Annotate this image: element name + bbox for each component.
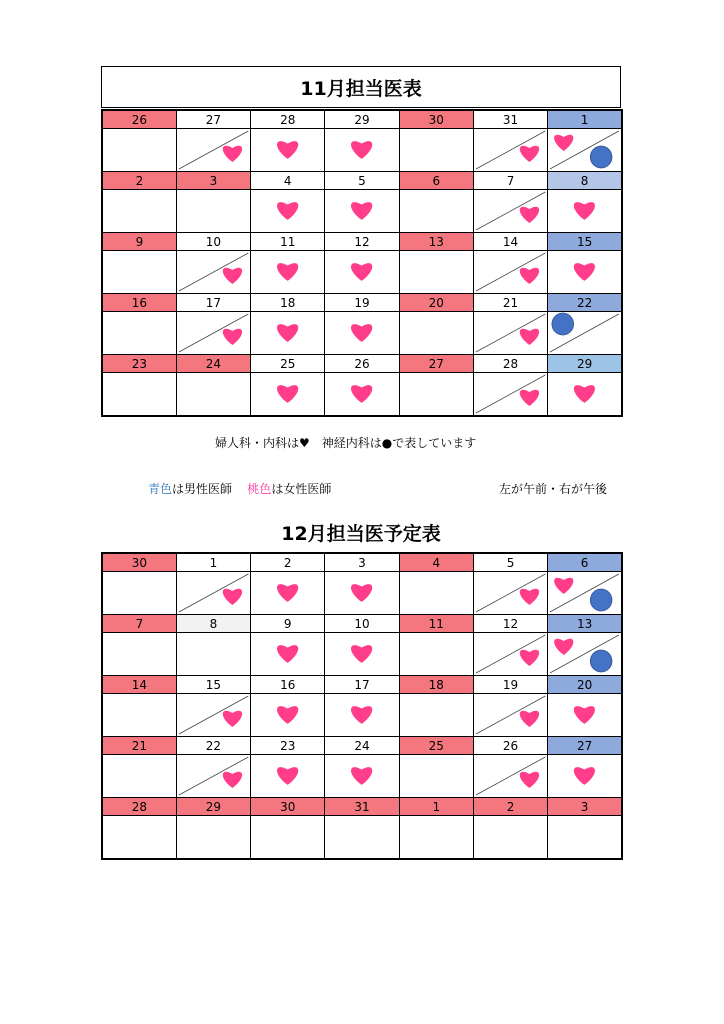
circle-icon xyxy=(590,589,612,611)
schedule-cell xyxy=(102,633,176,676)
heart-icon xyxy=(223,589,242,605)
cell-graphic xyxy=(474,312,547,354)
legend-symbols: 婦人科・内科は♥ 神経内科は●で表しています xyxy=(215,436,477,450)
date-cell: 22 xyxy=(548,294,622,312)
schedule-cell xyxy=(251,755,325,798)
date-cell: 24 xyxy=(325,737,399,755)
date-row xyxy=(102,355,622,373)
heart-icon xyxy=(351,202,372,220)
circle-icon xyxy=(590,146,612,168)
blue-label: 青色 xyxy=(148,482,173,496)
date-cell: 7 xyxy=(473,172,547,190)
date-cell: 18 xyxy=(399,676,473,694)
schedule-cell xyxy=(399,694,473,737)
date-cell: 1 xyxy=(548,110,622,129)
schedule-row xyxy=(102,755,622,798)
date-cell: 12 xyxy=(473,615,547,633)
schedule-cell xyxy=(399,373,473,417)
heart-icon xyxy=(223,146,242,162)
schedule-cell xyxy=(102,312,176,355)
schedule-cell xyxy=(399,816,473,860)
cell-graphic xyxy=(177,694,250,736)
schedule-cell xyxy=(548,572,622,615)
schedule-cell xyxy=(102,251,176,294)
heart-icon xyxy=(554,135,573,151)
blue-rest: は男性医師 xyxy=(172,482,233,496)
schedule-row xyxy=(102,129,622,172)
schedule-cell xyxy=(473,190,547,233)
date-cell: 31 xyxy=(473,110,547,129)
schedule-cell xyxy=(548,755,622,798)
cell-graphic xyxy=(177,572,250,614)
schedule-cell xyxy=(548,129,622,172)
date-cell: 11 xyxy=(251,233,325,251)
schedule-cell xyxy=(102,190,176,233)
schedule-row xyxy=(102,572,622,615)
date-cell: 29 xyxy=(325,110,399,129)
heart-icon xyxy=(351,645,372,663)
cell-graphic xyxy=(474,373,547,415)
schedule-cell xyxy=(251,251,325,294)
schedule-cell xyxy=(176,816,250,860)
schedule-cell xyxy=(325,129,399,172)
date-cell: 5 xyxy=(325,172,399,190)
schedule-cell xyxy=(325,694,399,737)
cell-graphic xyxy=(325,572,398,614)
date-cell: 29 xyxy=(176,798,250,816)
date-row xyxy=(102,798,622,816)
cell-graphic xyxy=(251,755,324,797)
heart-icon xyxy=(277,767,298,785)
date-cell: 15 xyxy=(548,233,622,251)
schedule-cell xyxy=(251,190,325,233)
date-cell: 3 xyxy=(548,798,622,816)
schedule-cell xyxy=(473,373,547,417)
cell-graphic xyxy=(325,373,398,415)
schedule-cell xyxy=(102,816,176,860)
cell-graphic xyxy=(548,190,621,232)
heart-icon xyxy=(277,584,298,602)
date-cell: 15 xyxy=(176,676,250,694)
schedule-row xyxy=(102,633,622,676)
cell-graphic xyxy=(474,190,547,232)
schedule-cell xyxy=(548,312,622,355)
schedule-cell xyxy=(399,129,473,172)
schedule-cell xyxy=(251,633,325,676)
cell-graphic xyxy=(251,190,324,232)
schedule-cell xyxy=(473,816,547,860)
heart-icon xyxy=(351,141,372,159)
legend-colors xyxy=(148,480,331,497)
date-row xyxy=(102,615,622,633)
schedule-cell xyxy=(473,755,547,798)
date-cell: 10 xyxy=(325,615,399,633)
date-cell: 4 xyxy=(399,553,473,572)
cell-graphic xyxy=(177,251,250,293)
schedule-cell xyxy=(325,633,399,676)
schedule-cell xyxy=(473,312,547,355)
cell-graphic xyxy=(177,312,250,354)
schedule-cell xyxy=(399,572,473,615)
heart-icon xyxy=(520,772,539,788)
cell-graphic xyxy=(548,373,621,415)
schedule-cell xyxy=(399,755,473,798)
date-cell: 14 xyxy=(102,676,176,694)
date-cell: 13 xyxy=(548,615,622,633)
schedule-row xyxy=(102,816,622,860)
date-row xyxy=(102,110,622,129)
date-cell: 1 xyxy=(399,798,473,816)
heart-icon xyxy=(520,589,539,605)
date-cell: 2 xyxy=(251,553,325,572)
date-cell: 5 xyxy=(473,553,547,572)
date-cell: 27 xyxy=(548,737,622,755)
date-row xyxy=(102,294,622,312)
heart-icon xyxy=(223,329,242,345)
cell-graphic xyxy=(548,572,621,614)
schedule-cell xyxy=(176,373,250,417)
schedule-cell xyxy=(399,633,473,676)
heart-icon xyxy=(520,711,539,727)
heart-icon xyxy=(277,645,298,663)
cell-graphic xyxy=(548,251,621,293)
heart-icon xyxy=(351,385,372,403)
date-row xyxy=(102,172,622,190)
date-cell: 23 xyxy=(251,737,325,755)
schedule-cell xyxy=(473,251,547,294)
date-row xyxy=(102,233,622,251)
date-cell: 10 xyxy=(176,233,250,251)
date-cell: 28 xyxy=(102,798,176,816)
heart-icon xyxy=(277,263,298,281)
schedule-cell xyxy=(548,190,622,233)
cell-graphic xyxy=(251,129,324,171)
date-cell: 17 xyxy=(325,676,399,694)
date-cell: 25 xyxy=(399,737,473,755)
schedule-cell xyxy=(473,572,547,615)
date-cell: 9 xyxy=(102,233,176,251)
date-cell: 9 xyxy=(251,615,325,633)
schedule-cell xyxy=(399,251,473,294)
date-cell: 26 xyxy=(102,110,176,129)
date-cell: 25 xyxy=(251,355,325,373)
schedule-cell xyxy=(473,694,547,737)
schedule-cell xyxy=(251,373,325,417)
heart-icon xyxy=(574,767,595,785)
schedule-row xyxy=(102,373,622,417)
cell-graphic xyxy=(474,755,547,797)
heart-icon xyxy=(574,263,595,281)
schedule-cell xyxy=(176,190,250,233)
cell-graphic xyxy=(325,755,398,797)
cell-graphic xyxy=(251,251,324,293)
heart-icon xyxy=(223,772,242,788)
date-cell: 16 xyxy=(102,294,176,312)
date-cell: 4 xyxy=(251,172,325,190)
date-cell: 2 xyxy=(473,798,547,816)
date-cell: 21 xyxy=(102,737,176,755)
november-title: 11月担当医表 xyxy=(101,66,621,108)
schedule-cell xyxy=(399,312,473,355)
schedule-cell xyxy=(251,129,325,172)
heart-icon xyxy=(554,578,573,594)
heart-icon xyxy=(277,202,298,220)
schedule-cell xyxy=(102,373,176,417)
schedule-cell xyxy=(176,312,250,355)
schedule-cell xyxy=(325,190,399,233)
schedule-cell xyxy=(176,251,250,294)
date-cell: 31 xyxy=(325,798,399,816)
date-cell: 14 xyxy=(473,233,547,251)
date-cell: 30 xyxy=(102,553,176,572)
schedule-cell xyxy=(176,694,250,737)
heart-icon xyxy=(351,263,372,281)
schedule-cell xyxy=(102,572,176,615)
date-cell: 1 xyxy=(176,553,250,572)
december-title: 12月担当医予定表 xyxy=(281,522,441,545)
date-cell: 20 xyxy=(399,294,473,312)
cell-graphic xyxy=(474,633,547,675)
heart-icon xyxy=(554,639,573,655)
heart-icon xyxy=(520,207,539,223)
date-cell: 28 xyxy=(251,110,325,129)
date-cell: 16 xyxy=(251,676,325,694)
pink-rest: は女性医師 xyxy=(271,482,332,496)
schedule-cell xyxy=(473,633,547,676)
cell-graphic xyxy=(251,312,324,354)
heart-icon xyxy=(351,324,372,342)
date-cell: 12 xyxy=(325,233,399,251)
heart-icon xyxy=(351,584,372,602)
date-cell: 18 xyxy=(251,294,325,312)
schedule-cell xyxy=(548,251,622,294)
cell-graphic xyxy=(177,129,250,171)
cell-graphic xyxy=(251,572,324,614)
schedule-cell xyxy=(548,633,622,676)
date-cell: 26 xyxy=(473,737,547,755)
date-cell: 3 xyxy=(176,172,250,190)
schedule-row xyxy=(102,251,622,294)
heart-icon xyxy=(351,767,372,785)
date-cell: 27 xyxy=(399,355,473,373)
schedule-cell xyxy=(176,633,250,676)
schedule-cell xyxy=(548,816,622,860)
cell-graphic xyxy=(548,129,621,171)
date-cell: 19 xyxy=(325,294,399,312)
schedule-cell xyxy=(176,129,250,172)
schedule-cell xyxy=(251,572,325,615)
schedule-cell xyxy=(325,312,399,355)
schedule-cell xyxy=(399,190,473,233)
date-row xyxy=(102,553,622,572)
heart-icon xyxy=(574,706,595,724)
date-cell: 6 xyxy=(548,553,622,572)
schedule-row xyxy=(102,190,622,233)
date-cell: 30 xyxy=(251,798,325,816)
date-cell: 11 xyxy=(399,615,473,633)
circle-icon xyxy=(552,313,574,335)
december-calendar xyxy=(101,552,623,860)
schedule-cell xyxy=(102,129,176,172)
cell-graphic xyxy=(325,633,398,675)
date-row xyxy=(102,676,622,694)
date-cell: 7 xyxy=(102,615,176,633)
cell-graphic xyxy=(251,373,324,415)
schedule-cell xyxy=(325,373,399,417)
schedule-cell xyxy=(251,816,325,860)
cell-graphic xyxy=(548,312,621,354)
cell-graphic xyxy=(474,572,547,614)
heart-icon xyxy=(277,324,298,342)
date-cell: 13 xyxy=(399,233,473,251)
date-cell: 27 xyxy=(176,110,250,129)
date-cell: 23 xyxy=(102,355,176,373)
heart-icon xyxy=(351,706,372,724)
november-calendar xyxy=(101,109,623,417)
date-cell: 19 xyxy=(473,676,547,694)
cell-graphic xyxy=(548,755,621,797)
date-cell: 8 xyxy=(176,615,250,633)
cell-graphic xyxy=(548,694,621,736)
heart-icon xyxy=(574,202,595,220)
heart-icon xyxy=(520,650,539,666)
date-cell: 22 xyxy=(176,737,250,755)
cell-graphic xyxy=(548,633,621,675)
am-pm-note: 左が午前・右が午後 xyxy=(499,482,608,496)
date-row xyxy=(102,737,622,755)
heart-icon xyxy=(277,141,298,159)
date-cell: 6 xyxy=(399,172,473,190)
date-cell: 8 xyxy=(548,172,622,190)
date-cell: 29 xyxy=(548,355,622,373)
heart-icon xyxy=(520,390,539,406)
schedule-row xyxy=(102,694,622,737)
date-cell: 20 xyxy=(548,676,622,694)
date-cell: 30 xyxy=(399,110,473,129)
date-cell: 28 xyxy=(473,355,547,373)
cell-graphic xyxy=(251,694,324,736)
date-cell: 2 xyxy=(102,172,176,190)
heart-icon xyxy=(223,268,242,284)
schedule-row xyxy=(102,312,622,355)
heart-icon xyxy=(277,385,298,403)
schedule-cell xyxy=(102,694,176,737)
schedule-cell xyxy=(102,755,176,798)
circle-icon xyxy=(590,650,612,672)
date-cell: 26 xyxy=(325,355,399,373)
heart-icon xyxy=(520,329,539,345)
cell-graphic xyxy=(325,251,398,293)
heart-icon xyxy=(520,268,539,284)
schedule-cell xyxy=(325,816,399,860)
cell-graphic xyxy=(474,129,547,171)
heart-icon xyxy=(277,706,298,724)
cell-graphic xyxy=(325,694,398,736)
date-cell: 3 xyxy=(325,553,399,572)
schedule-cell xyxy=(251,312,325,355)
cell-graphic xyxy=(325,129,398,171)
schedule-cell xyxy=(548,373,622,417)
schedule-cell xyxy=(548,694,622,737)
schedule-cell xyxy=(176,755,250,798)
cell-graphic xyxy=(177,755,250,797)
schedule-cell xyxy=(473,129,547,172)
cell-graphic xyxy=(251,633,324,675)
cell-graphic xyxy=(474,694,547,736)
schedule-cell xyxy=(325,251,399,294)
cell-graphic xyxy=(325,190,398,232)
date-cell: 17 xyxy=(176,294,250,312)
schedule-cell xyxy=(176,572,250,615)
schedule-cell xyxy=(325,572,399,615)
schedule-cell xyxy=(325,755,399,798)
heart-icon xyxy=(574,385,595,403)
date-cell: 24 xyxy=(176,355,250,373)
heart-icon xyxy=(223,711,242,727)
date-cell: 21 xyxy=(473,294,547,312)
schedule-cell xyxy=(251,694,325,737)
pink-label: 桃色 xyxy=(247,482,272,496)
cell-graphic xyxy=(325,312,398,354)
cell-graphic xyxy=(474,251,547,293)
heart-icon xyxy=(520,146,539,162)
